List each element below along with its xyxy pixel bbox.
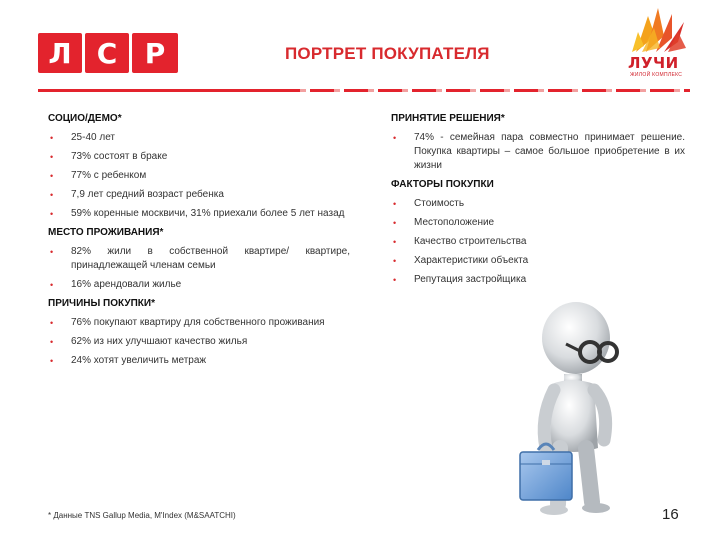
list-item: • Характеристики объекта — [391, 254, 685, 268]
right-column — [391, 112, 685, 292]
list-item: • 25-40 лет — [48, 131, 350, 145]
decision-list — [391, 131, 685, 173]
list-item: • 73% состоят в браке — [48, 150, 350, 164]
section-heading-purchase-factors: ФАКТОРЫ ПОКУПКИ — [391, 179, 494, 190]
list-item: • 24% хотят увеличить метраж — [48, 354, 350, 368]
list-item: • 62% из них улучшают качество жилья — [48, 335, 350, 349]
list-item: • 16% арендовали жилье — [48, 278, 350, 292]
section-heading-purchase-reasons: ПРИЧИНЫ ПОКУПКИ* — [48, 298, 155, 309]
lsr-logo-letter: С — [85, 33, 129, 73]
list-item: • Репутация застройщика — [391, 273, 685, 287]
list-item: • 82% жили в собственной квартире/ квартире, принадлежащей членам семьи — [48, 245, 350, 273]
list-item: • 7,9 лет средний возраст ребенка — [48, 188, 350, 202]
section-heading-decision: ПРИНЯТИЕ РЕШЕНИЯ* — [391, 113, 505, 124]
businessman-figure-illustration — [516, 298, 666, 518]
page-number: 16 — [662, 506, 679, 523]
list-item: • 77% с ребенком — [48, 169, 350, 183]
lsr-logo-letter: Р — [132, 33, 178, 73]
lsr-logo-letter: Л — [38, 33, 82, 73]
socio-demo-list — [48, 131, 350, 221]
section-heading-residence: МЕСТО ПРОЖИВАНИЯ* — [48, 227, 164, 238]
list-item: • Качество строительства — [391, 235, 685, 249]
luchi-logo-subtitle: ЖИЛОЙ КОМПЛЕКС — [630, 72, 683, 78]
list-item: • 74% - семейная пара совместно принимает решение. Покупка квартиры – самое большое приобретение в их жизни — [391, 131, 685, 173]
lsr-logo — [38, 33, 178, 73]
list-item: • Стоимость — [391, 197, 685, 211]
purchase-reasons-list — [48, 316, 350, 368]
purchase-factors-list — [391, 197, 685, 287]
list-item: • Местоположение — [391, 216, 685, 230]
list-item: • 76% покупают квартиру для собственного проживания — [48, 316, 350, 330]
list-item: • 59% коренные москвичи, 31% приехали более 5 лет назад — [48, 207, 350, 221]
page-title: ПОРТРЕТ ПОКУПАТЕЛЯ — [285, 44, 490, 63]
section-heading-socio-demo: СОЦИО/ДЕМО* — [48, 113, 122, 124]
left-column — [48, 112, 350, 373]
footnote: * Данные TNS Gallup Media, M'Index (M&SAATCHI) — [48, 511, 236, 520]
residence-list — [48, 245, 350, 292]
title-divider-accent — [38, 89, 278, 92]
luchi-logo-name: ЛУЧИ — [628, 54, 679, 72]
